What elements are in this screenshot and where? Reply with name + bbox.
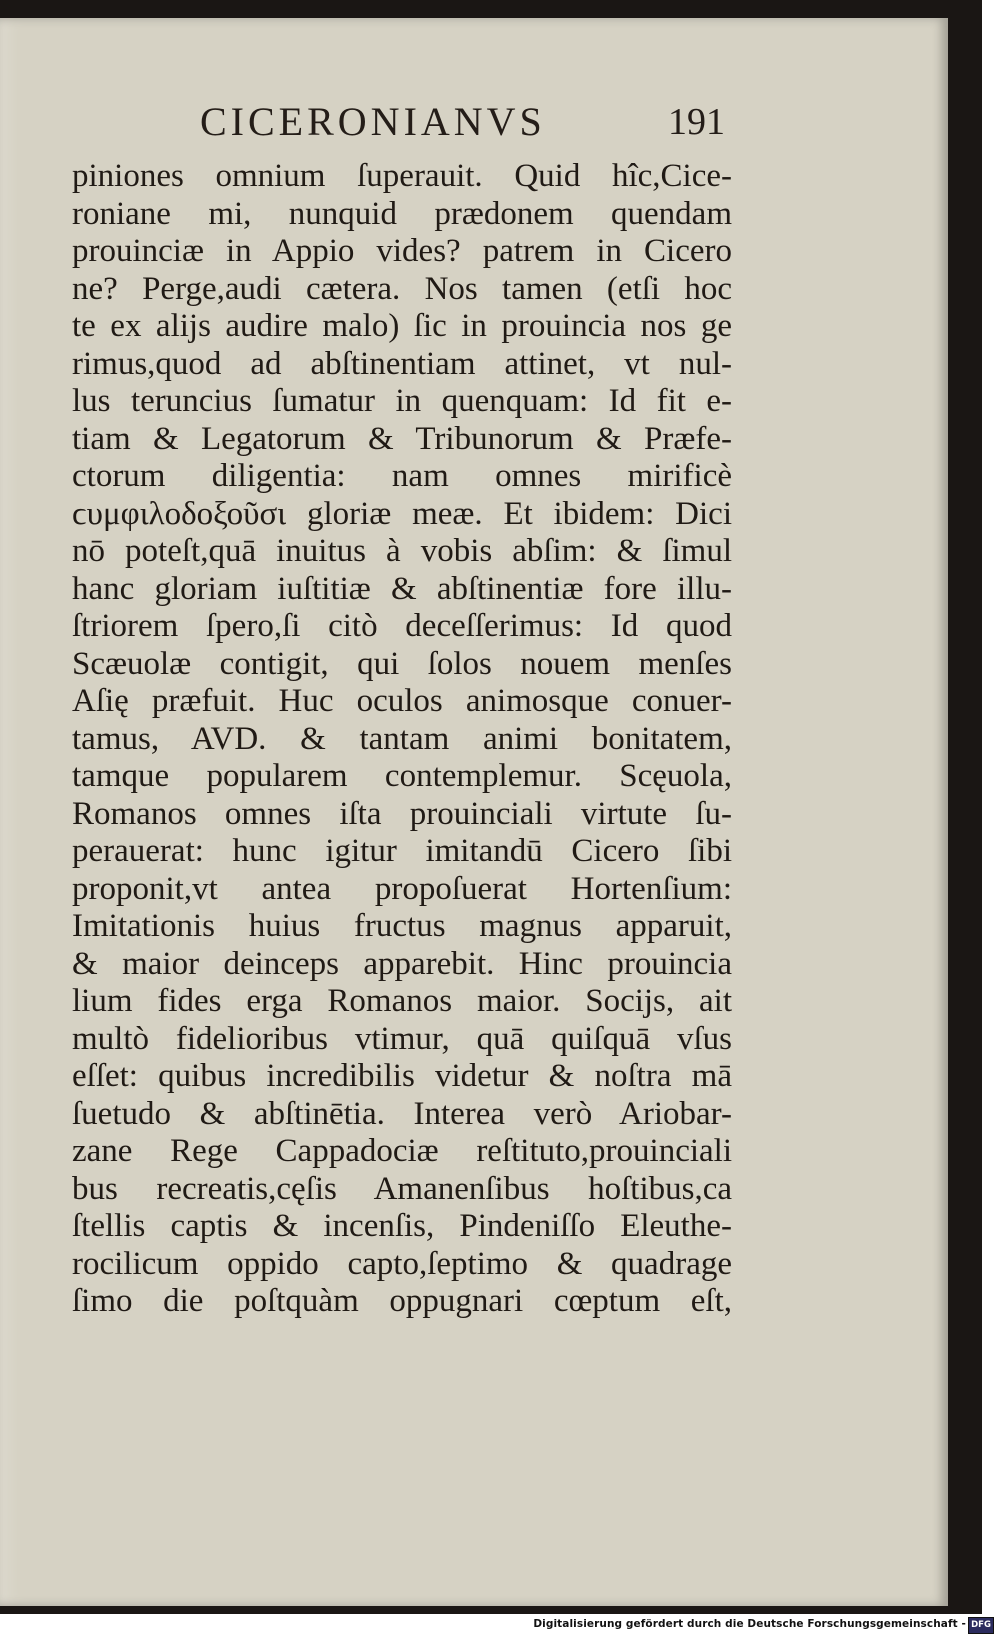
page-number: 191: [668, 101, 725, 143]
text-line: ſuetudo & abſtinētia. Interea verò Ariobar-: [72, 1095, 732, 1132]
text-line: proponit,vt antea propoſuerat Hortenſium:: [72, 870, 732, 907]
book-page: [0, 18, 948, 1606]
text-line: roniane mi, nunquid prædonem quendam: [72, 195, 732, 232]
text-line: lium fides erga Romanos maior. Socijs, ait: [72, 983, 732, 1019]
text-line: ne? Perge,audi cætera. Nos tamen (etſi hoc: [72, 270, 732, 307]
text-line: tamque popularem contemplemur. Scęuola,: [72, 758, 732, 794]
text-line: Scæuolæ contigit, qui ſolos nouem menſes: [72, 645, 732, 682]
dfg-logo: DFG: [968, 1617, 994, 1634]
text-line: rimus,quod ad abſtinentiam attinet, vt nul-: [72, 345, 732, 382]
text-line: rocilicum oppido capto,ſeptimo & quadrage: [72, 1245, 732, 1282]
text-line: ſtriorem ſpero,ſi citò deceſſerimus: Id quod: [72, 608, 732, 644]
text-line: tamus, AVD. & tantam animi bonitatem,: [72, 720, 732, 757]
text-line: multò fidelioribus vtimur, quā quiſquā vſus: [72, 1020, 732, 1057]
text-line: bus recreatis,cęſis Amanenſibus hoſtibus,ca: [72, 1170, 732, 1207]
text-line: ϲυμφιλοδοξοῦσι gloriæ meæ. Et ibidem: Dici: [72, 495, 732, 532]
text-line: Aſię præfuit. Huc oculos animosque conuer-: [72, 683, 732, 719]
text-line: tiam & Legatorum & Tribunorum & Præfe-: [72, 420, 732, 457]
text-line: ſtellis captis & incenſis, Pindeniſſo Eleuthe-: [72, 1208, 732, 1244]
text-line: Imitationis huius fructus magnus apparuit,: [72, 908, 732, 944]
text-line: piniones omnium ſuperauit. Quid hîc,Cice-: [72, 158, 732, 194]
text-line: ſimo die poſtquàm oppugnari cœptum eſt,: [72, 1283, 732, 1319]
text-line: ctorum diligentia: nam omnes mirificè: [72, 458, 732, 494]
text-line: Romanos omnes iſta prouinciali virtute ſu-: [72, 795, 732, 832]
text-line: te ex alijs audire malo) ſic in prouincia nos ge: [72, 308, 732, 344]
text-line: & maior deinceps apparebit. Hinc prouincia: [72, 945, 732, 982]
text-line: hanc gloriam iuſtitiæ & abſtinentiæ fore illu-: [72, 570, 732, 607]
text-line: perauerat: hunc igitur imitandū Cicero ſibi: [72, 833, 732, 869]
text-line: zane Rege Cappadociæ reſtituto,prouinciali: [72, 1133, 732, 1169]
text-line: prouinciæ in Appio vides? patrem in Cicero: [72, 233, 732, 269]
footer-bar: [0, 1614, 1000, 1637]
digitization-credit: Digitalisierung gefördert durch die Deutsche Forschungsgemeinschaft -: [533, 1618, 966, 1630]
body-text: [72, 158, 732, 1321]
text-line: lus teruncius ſumatur in quenquam: Id fit e-: [72, 383, 732, 419]
text-line: nō poteſt,quā inuitus à vobis abſim: & ſimul: [72, 533, 732, 569]
text-line: eſſet: quibus incredibilis videtur & noſtra mā: [72, 1058, 732, 1094]
running-head: CICERONIANVS: [200, 99, 546, 144]
page-header: [0, 18, 948, 158]
